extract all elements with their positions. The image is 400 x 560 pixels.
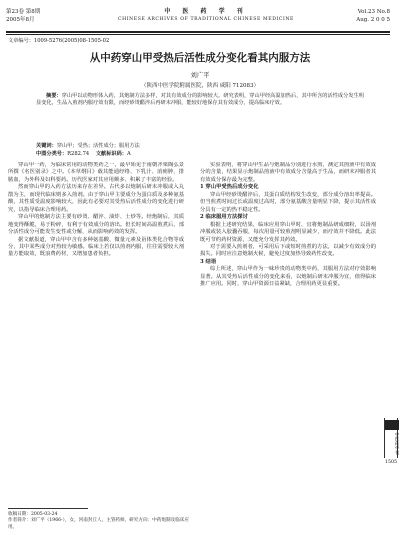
paragraph: 据文献报道，穿山甲中含有多种氨基酸、微量元素及甾体类化合物等成分，其中某些成分对热较为敏感。临床上若仅以煎剂内服，往往需要较大剂量方能取效，既浪费药材，又增加患者负担。 xyxy=(8,236,184,258)
page-number: 1505 xyxy=(384,460,398,465)
volume-issue-en xyxy=(356,8,390,24)
section-heading: 2 临床服用方法探讨 xyxy=(200,214,248,221)
paragraph: 穿山甲一药，为临床常用的动物类药之一，最早始见于南朝齐梁陶弘景所撰《名医别录》之中。《本草纲目》载其能通经络、下乳汁、消痈肿、排脓血，为外科及妇科要药。历代医家对其应用颇多，积累了丰富的经验。 xyxy=(8,162,184,183)
header-rule-thick xyxy=(6,31,390,33)
paragraph: 然而穿山甲的入药方法历来存在差异。古代多以炮制后研末冲服或入丸散为主，而现代临床则多入煎剂。由于穿山甲主要成分为蛋白质及多种氨基酸，其性质受温度影响较大，因此有必要对其受热后活性成分的变化进行研究，以指导临床合理用药。 xyxy=(8,184,184,213)
header-rule-thin xyxy=(6,34,390,35)
received-date: 收稿日期：2005-03-24 xyxy=(8,512,58,517)
paragraph: 综上所述，穿山甲作为一味珍贵的动物类中药，其服用方法对疗效影响显著。从其受热后活性成分的变化来看，以炮制后研末冲服为宜，值得临床推广应用。同时，穿山甲资源日益紧缺，合理用药更显重要。 xyxy=(200,266,376,288)
keywords xyxy=(36,143,364,150)
keywords-text: 穿山甲；受热；活性成分；服用方法 xyxy=(56,143,140,149)
volume-issue xyxy=(6,8,40,24)
issue-date: 2005年8月 xyxy=(6,17,35,23)
body-column-left xyxy=(8,162,184,502)
abstract-text: 穿山甲以动物形体入药，其炮制方法多样，对其有效成分的影响较大。研究表明，穿山甲经高温加热后，其中所含的活性成分发生明显变化，生品入煎剂内服疗效有限，而经砂烫醋淬后再研末冲服，能较好地保存其有效成分，提高临床疗效。 xyxy=(36,93,364,106)
journal-name-cn: 中 医 药 学 刊 xyxy=(164,8,248,15)
paragraph: 对于需要入煎剂者，可采用后下或短时煎煮的方法，以减少有效成分的损失。同时应注意炮制火候，避免过度加热导致药性改变。 xyxy=(200,243,376,258)
section-heading: 3 结语 xyxy=(200,258,217,265)
body-column-right xyxy=(200,162,376,554)
running-header xyxy=(6,8,390,30)
author: 刘广平 xyxy=(190,72,210,79)
article-title: 从中药穿山甲受热后活性成分变化看其内服方法 xyxy=(89,52,311,64)
volume-issue-line: 第23卷 第8期 xyxy=(6,9,41,15)
clc-label: 中图分类号： xyxy=(36,151,68,157)
journal-name xyxy=(101,8,311,24)
footnote-rule xyxy=(8,508,88,509)
paragraph: 根据上述研究结果，临床应用穿山甲时，宜将炮制品研成细粉，以汤剂冲服或装入胶囊吞服，每次用量可较煎剂明显减少，而疗效并不降低。此法既可节约药材资源，又能充分发挥其药效。 xyxy=(200,221,376,243)
side-tab-mark xyxy=(385,420,399,430)
keywords-label: 关键词： xyxy=(36,143,57,149)
paragraph: 穿山甲经砂烫醋淬后，其蛋白质结构发生改变，部分成分溶出率提高。但当煎煮时间过长或温度过高时，部分氨基酸含量明显下降，提示其活性成分具有一定的热不稳定性。 xyxy=(200,191,376,213)
abstract xyxy=(36,93,364,107)
footnote xyxy=(8,512,193,531)
issue-date-en: Aug. 2 0 0 5 xyxy=(356,17,390,23)
paragraph: 穿山甲的炮制方法主要有砂烫、醋淬、油炸、土炒等。经炮制后，其质地变得酥脆，易于粉碎，有利于有效成分的溶出。但长时间高温煎煮后，部分活性成分可能发生变性或分解，从而影响药效的发挥。 xyxy=(8,214,184,236)
code-label: 文献标识码： xyxy=(95,151,127,157)
section-heading: 1 穿山甲受热后成分变化 xyxy=(200,184,259,191)
side-tab-journal: 中医药学刊 xyxy=(394,432,399,455)
affiliation: （陕西中医学院附属医院，陕西 咸阳 712083） xyxy=(141,83,259,89)
author-bio: 作者简介：刘广平（1966-），女，河南封丘人，主管药师，研究方向：中药炮制及临床应用。 xyxy=(8,518,189,530)
paragraph: 实验表明，将穿山甲生品与炮制品分别进行水煎，测定其煎液中有效成分的含量，结果显示炮制品煎液中有效成分含量高于生品，而研末冲服者其有效成分保存最为完整。 xyxy=(200,162,376,183)
classification xyxy=(36,151,364,158)
clc-number: R282.74 xyxy=(67,151,90,157)
document-code: A xyxy=(126,151,131,157)
side-tab xyxy=(384,418,398,458)
journal-name-en: CHINESE ARCHIVES OF TRADITIONAL CHINESE MEDICINE xyxy=(117,17,295,22)
volume-issue-en-line: Vol.23 No.8 xyxy=(357,9,390,15)
article-number: 文章编号：1009-5276(2005)08-1505-02 xyxy=(8,38,110,44)
abstract-label: 摘要： xyxy=(46,93,62,99)
